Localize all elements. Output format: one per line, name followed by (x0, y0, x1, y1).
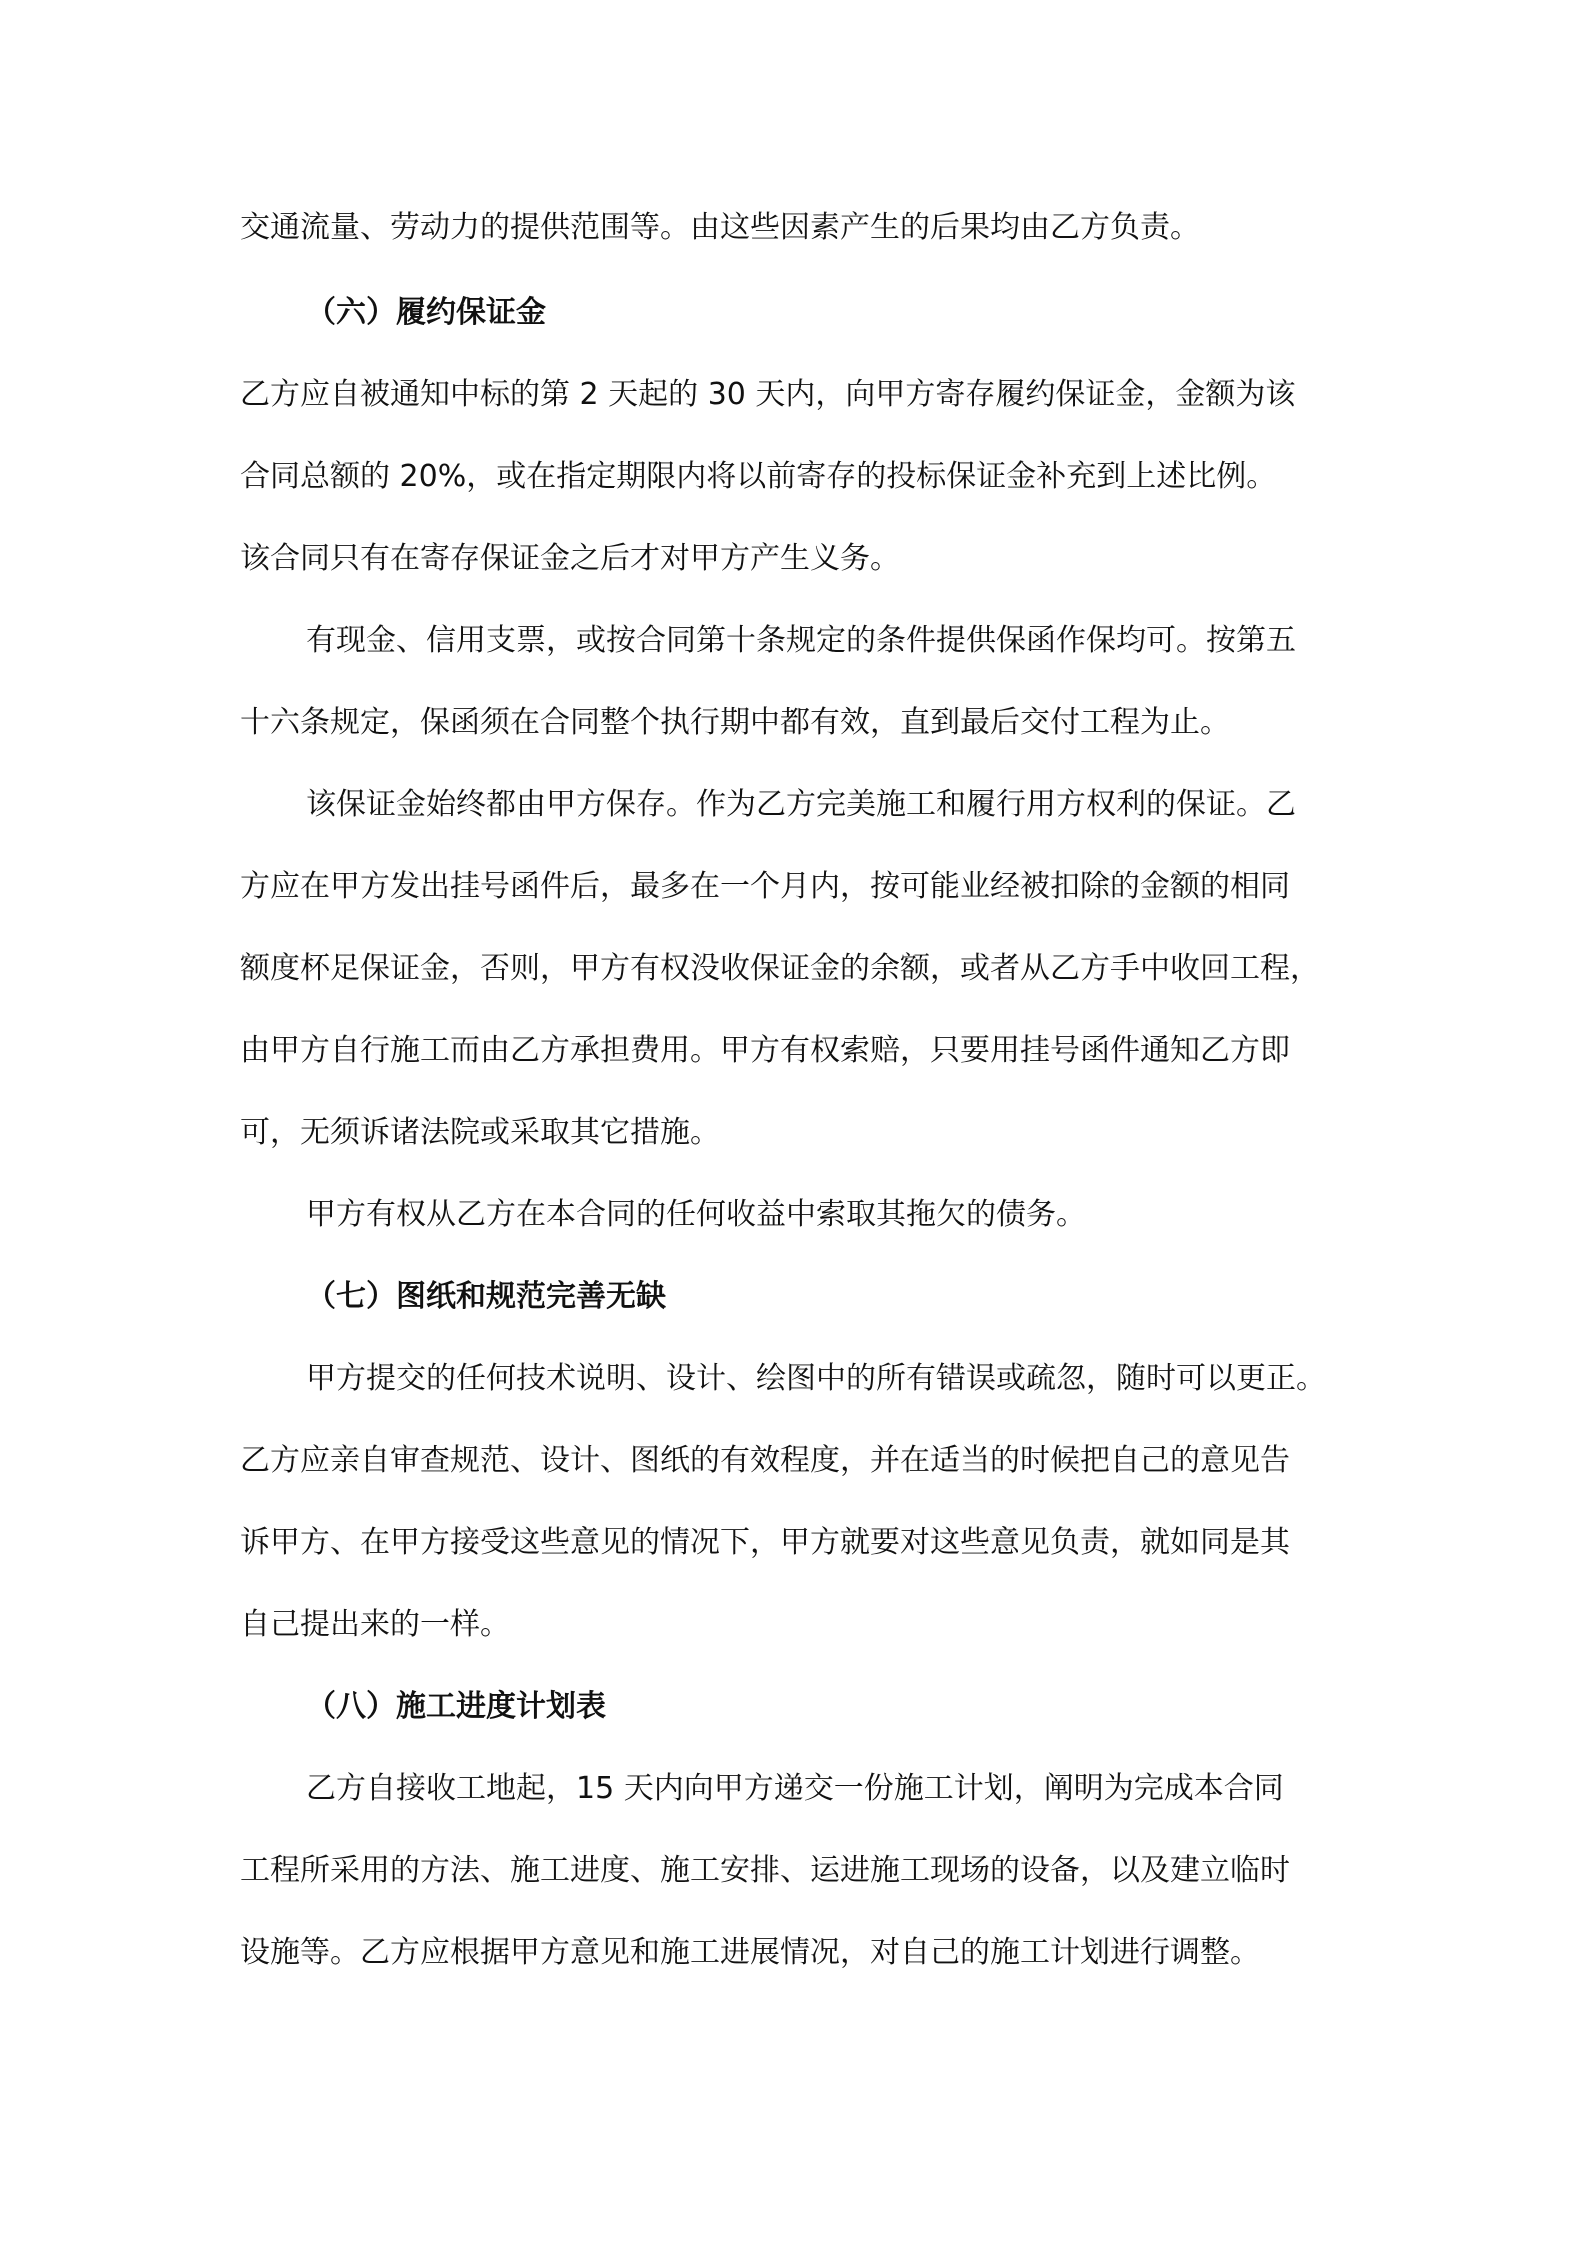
paragraph-line: 乙方自接收工地起，15 天内向甲方递交一份施工计划，阐明为完成本合同 (306, 1771, 1284, 1806)
paragraph-line: 自己提出来的一样。 (240, 1607, 510, 1642)
section-heading-7: （七）图纸和规范完善无缺 (306, 1279, 666, 1314)
paragraph-line: 该保证金始终都由甲方保存。作为乙方完美施工和履行用方权利的保证。乙 (306, 787, 1296, 822)
paragraph-line: 由甲方自行施工而由乙方承担费用。甲方有权索赔，只要用挂号函件通知乙方即 (240, 1033, 1290, 1068)
paragraph-line: 合同总额的 20%，或在指定期限内将以前寄存的投标保证金补充到上述比例。 (240, 459, 1277, 494)
paragraph-line: 额度杯足保证金，否则，甲方有权没收保证金的余额，或者从乙方手中收回工程， (240, 951, 1320, 986)
paragraph-line: 方应在甲方发出挂号函件后，最多在一个月内，按可能业经被扣除的金额的相同 (240, 869, 1290, 904)
paragraph-line: 诉甲方、在甲方接受这些意见的情况下，甲方就要对这些意见负责，就如同是其 (240, 1525, 1290, 1560)
paragraph-line: 甲方提交的任何技术说明、设计、绘图中的所有错误或疏忽，随时可以更正。 (306, 1361, 1326, 1396)
paragraph-line: 乙方应亲自审查规范、设计、图纸的有效程度，并在适当的时候把自己的意见告 (240, 1443, 1290, 1478)
paragraph-line: 交通流量、劳动力的提供范围等。由这些因素产生的后果均由乙方负责。 (240, 210, 1200, 245)
paragraph-line: 该合同只有在寄存保证金之后才对甲方产生义务。 (240, 541, 900, 576)
paragraph-line: 甲方有权从乙方在本合同的任何收益中索取其拖欠的债务。 (306, 1197, 1086, 1232)
paragraph-line: 设施等。乙方应根据甲方意见和施工进展情况，对自己的施工计划进行调整。 (240, 1935, 1260, 1970)
section-heading-6: （六）履约保证金 (306, 295, 546, 330)
section-heading-8: （八）施工进度计划表 (306, 1689, 606, 1724)
paragraph-line: 工程所采用的方法、施工进度、施工安排、运进施工现场的设备，以及建立临时 (240, 1853, 1290, 1888)
paragraph-line: 乙方应自被通知中标的第 2 天起的 30 天内，向甲方寄存履约保证金，金额为该 (240, 377, 1296, 412)
paragraph-line: 可，无须诉诸法院或采取其它措施。 (240, 1115, 720, 1150)
paragraph-line: 有现金、信用支票，或按合同第十条规定的条件提供保函作保均可。按第五 (306, 623, 1296, 658)
paragraph-line: 十六条规定，保函须在合同整个执行期中都有效，直到最后交付工程为止。 (240, 705, 1230, 740)
